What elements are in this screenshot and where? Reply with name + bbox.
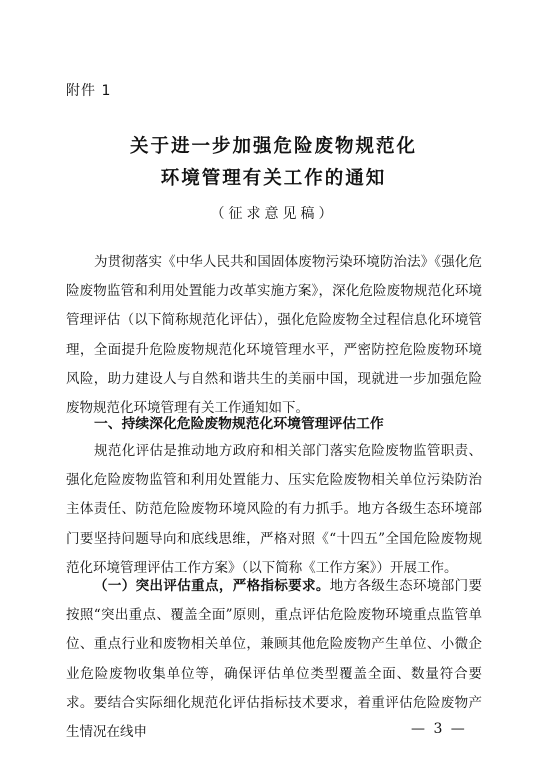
attachment-label: 附件 1 bbox=[66, 83, 112, 99]
document-title-line-2: 环境管理有关工作的通知 bbox=[160, 168, 387, 189]
document-title-line-1: 关于进一步加强危险废物规范化 bbox=[129, 136, 417, 157]
subsection-1-heading: （一）突出评估重点，严格指标要求。 bbox=[94, 578, 330, 594]
section-1-paragraph: 规范化评估是推动地方政府和相关部门落实危险废物监管职责、强化危险废物监管和利用处置能力、压实危险废物相关单位污染防治主体责任、防范危险废物环境风险的有力抓手。地方各级生态环境部门要坚持问题导向和底线思维，严格对照《“十四五”全国危险废物规范化环境管理评估工作方案》（以下简称《工作方案》）开展工作。 bbox=[66, 443, 482, 576]
page-number: — 3 — bbox=[411, 721, 467, 737]
subsection-1-body: 地方各级生态环境部门要按照“突出重点、覆盖全面”原则，重点评估危险废物环境重点监管单位、重点行业和废物相关单位，兼顾其他危险废物产生单位、小微企业危险废物收集单位等，确保评估单位类型覆盖全面、数量符合要求。要结合实际细化规范化评估指标技术要求，着重评估危险废物产生情况在线申 bbox=[66, 578, 483, 741]
section-1-heading: 一、持续深化危险废物规范化环境管理评估工作 bbox=[94, 416, 384, 432]
draft-note: （征求意见稿） bbox=[210, 206, 337, 222]
intro-paragraph: 为贯彻落实《中华人民共和国固体废物污染环境防治法》《强化危险废物监管和利用处置能力改革实施方案》，深化危险废物规范化环境管理评估（以下简称规范化评估），强化危险废物全过程信息化环境管理，全面提升危险废物规范化环境管理水平，严密防控危险废物环境风险，助力建设人与自然和谐共生的美丽中国，现就进一步加强危险废物规范化环境管理有关工作通知如下。 bbox=[66, 254, 482, 417]
